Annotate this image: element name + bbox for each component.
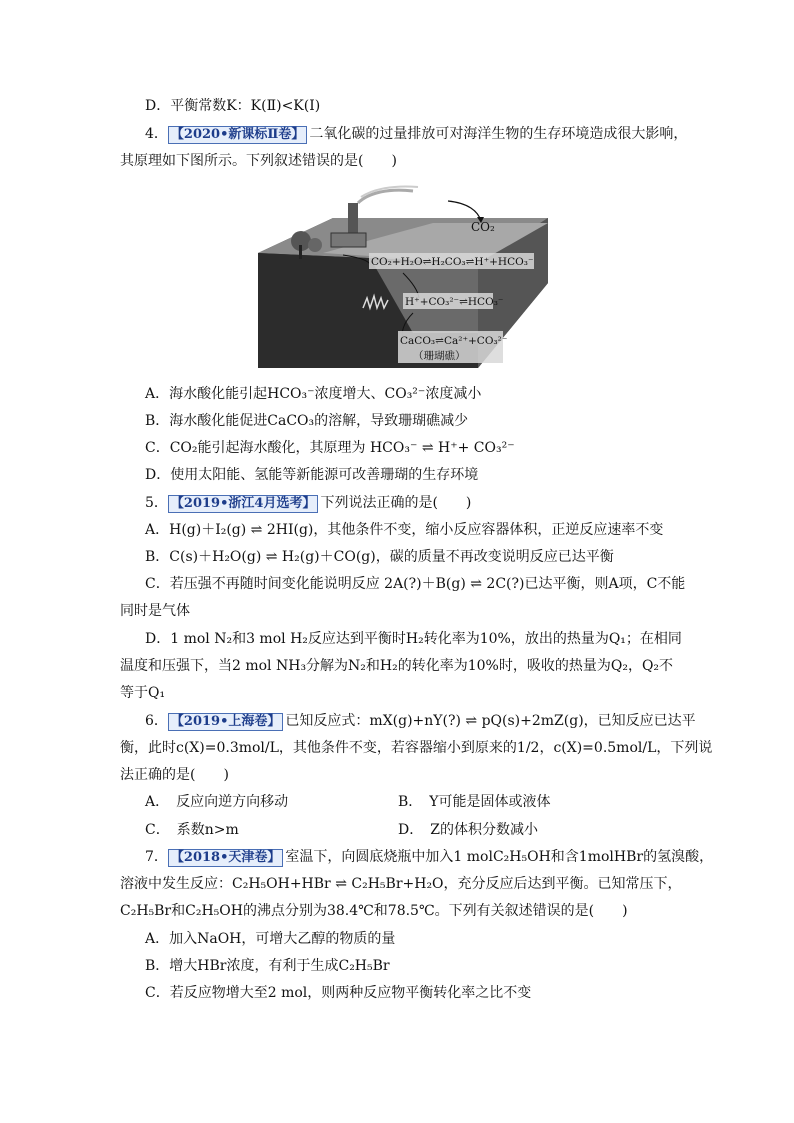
- question-number: 6．: [145, 713, 168, 729]
- option-d-cont: 温度和压强下，当2 mol NH₃分解为N₂和H₂的转化率为10%时，吸收的热量为Q₂，Q₂不: [120, 658, 674, 674]
- question-number: 7．: [145, 849, 168, 865]
- question-7-stem: [145, 847, 713, 867]
- question-text: 下列说法正确的是( ): [320, 495, 472, 511]
- question-7-stem-cont: 溶液中发生反应：C₂H₅OH+HBr ⇌ C₂H₅Br+H₂O，充分反应后达到平衡。已知常压下，: [120, 876, 682, 892]
- question-number: 4．: [145, 126, 168, 142]
- question-text: 已知反应式：mX(g)+nY(?) ⇌ pQ(s)+2mZ(g)，已知反应已达平: [285, 713, 696, 729]
- option-c: C． 系数n>m: [145, 822, 239, 838]
- question-6-stem-cont: 衡，此时c(X)=0.3mol/L，其他条件不变，若容器缩小到原来的1/2，c(X)=0.5mol/L，下列说: [120, 740, 713, 756]
- option-d: D．1 mol N₂和3 mol H₂反应达到平衡时H₂转化率为10%，放出的热量为Q₁；在相同: [145, 631, 682, 647]
- option-line: D．平衡常数K：K(Ⅱ)<K(Ⅰ): [145, 98, 321, 114]
- option-d: D．使用太阳能、氢能等新能源可改善珊瑚的生存环境: [145, 467, 479, 483]
- source-tag: 【2020•新课标Ⅱ卷】: [168, 126, 307, 144]
- question-text: 室温下，向圆底烧瓶中加入1 molC₂H₅OH和含1molHBr的氢溴酸，: [285, 849, 714, 865]
- option-b: B．增大HBr浓度，有利于生成C₂H₅Br: [145, 958, 390, 974]
- question-text: 二氧化碳的过量排放可对海洋生物的生存环境造成很大影响，: [309, 126, 688, 142]
- question-4-stem-cont: 其原理如下图所示。下列叙述错误的是( ): [120, 153, 397, 169]
- equation-3: CaCO₃⇌Ca²⁺+CO₃²⁻: [400, 335, 508, 347]
- question-6-stem-cont: 法正确的是( ): [120, 767, 229, 783]
- question-number: 5．: [145, 495, 168, 511]
- option-d: D． Z的体积分数减小: [398, 822, 538, 838]
- question-7-stem-cont: C₂H₅Br和C₂H₅OH的沸点分别为38.4℃和78.5℃。下列有关叙述错误的是( ): [120, 903, 628, 919]
- equation-1: CO₂+H₂O⇌H₂CO₃⇌H⁺+HCO₃⁻: [371, 256, 534, 268]
- option-c: C．CO₂能引起海水酸化，其原理为 HCO₃⁻ ⇌ H⁺+ CO₃²⁻: [145, 440, 515, 456]
- co2-label: CO₂: [471, 220, 495, 234]
- question-6-stem: [145, 711, 696, 731]
- source-tag: 【2018•天津卷】: [168, 849, 284, 867]
- option-b: B．海水酸化能促进CaCO₃的溶解，导致珊瑚礁减少: [145, 413, 469, 429]
- option-b: B． Y可能是固体或液体: [398, 794, 551, 810]
- option-b: B．C(s)＋H₂O(g) ⇌ H₂(g)＋CO(g)，碳的质量不再改变说明反应已达平衡: [145, 549, 614, 565]
- question-4-stem: [145, 124, 687, 144]
- option-d-cont: 等于Q₁: [120, 685, 166, 701]
- equation-2: H⁺+CO₃²⁻⇌HCO₃⁻: [405, 296, 504, 308]
- coral-reef-label: （珊瑚礁）: [413, 350, 466, 362]
- question-5-stem: [145, 493, 471, 513]
- option-c: C．若反应物增大至2 mol，则两种反应物平衡转化率之比不变: [145, 985, 532, 1001]
- option-a: A．H(g)＋I₂(g) ⇌ 2HI(g)，其他条件不变，缩小反应容器体积，正逆反应速率不变: [145, 522, 664, 538]
- source-tag: 【2019•浙江4月选考】: [168, 495, 319, 513]
- option-c: C．若压强不再随时间变化能说明反应 2A(?)＋B(g) ⇌ 2C(?)已达平衡，则A项，C不能: [145, 576, 686, 592]
- source-tag: 【2019•上海卷】: [168, 713, 284, 731]
- option-a: A．加入NaOH，可增大乙醇的物质的量: [145, 931, 396, 947]
- ocean-acidification-figure: [253, 183, 548, 373]
- option-c-cont: 同时是气体: [120, 603, 190, 619]
- option-a: A． 反应向逆方向移动: [145, 794, 289, 810]
- option-a: A．海水酸化能引起HCO₃⁻浓度增大、CO₃²⁻浓度减小: [145, 386, 482, 402]
